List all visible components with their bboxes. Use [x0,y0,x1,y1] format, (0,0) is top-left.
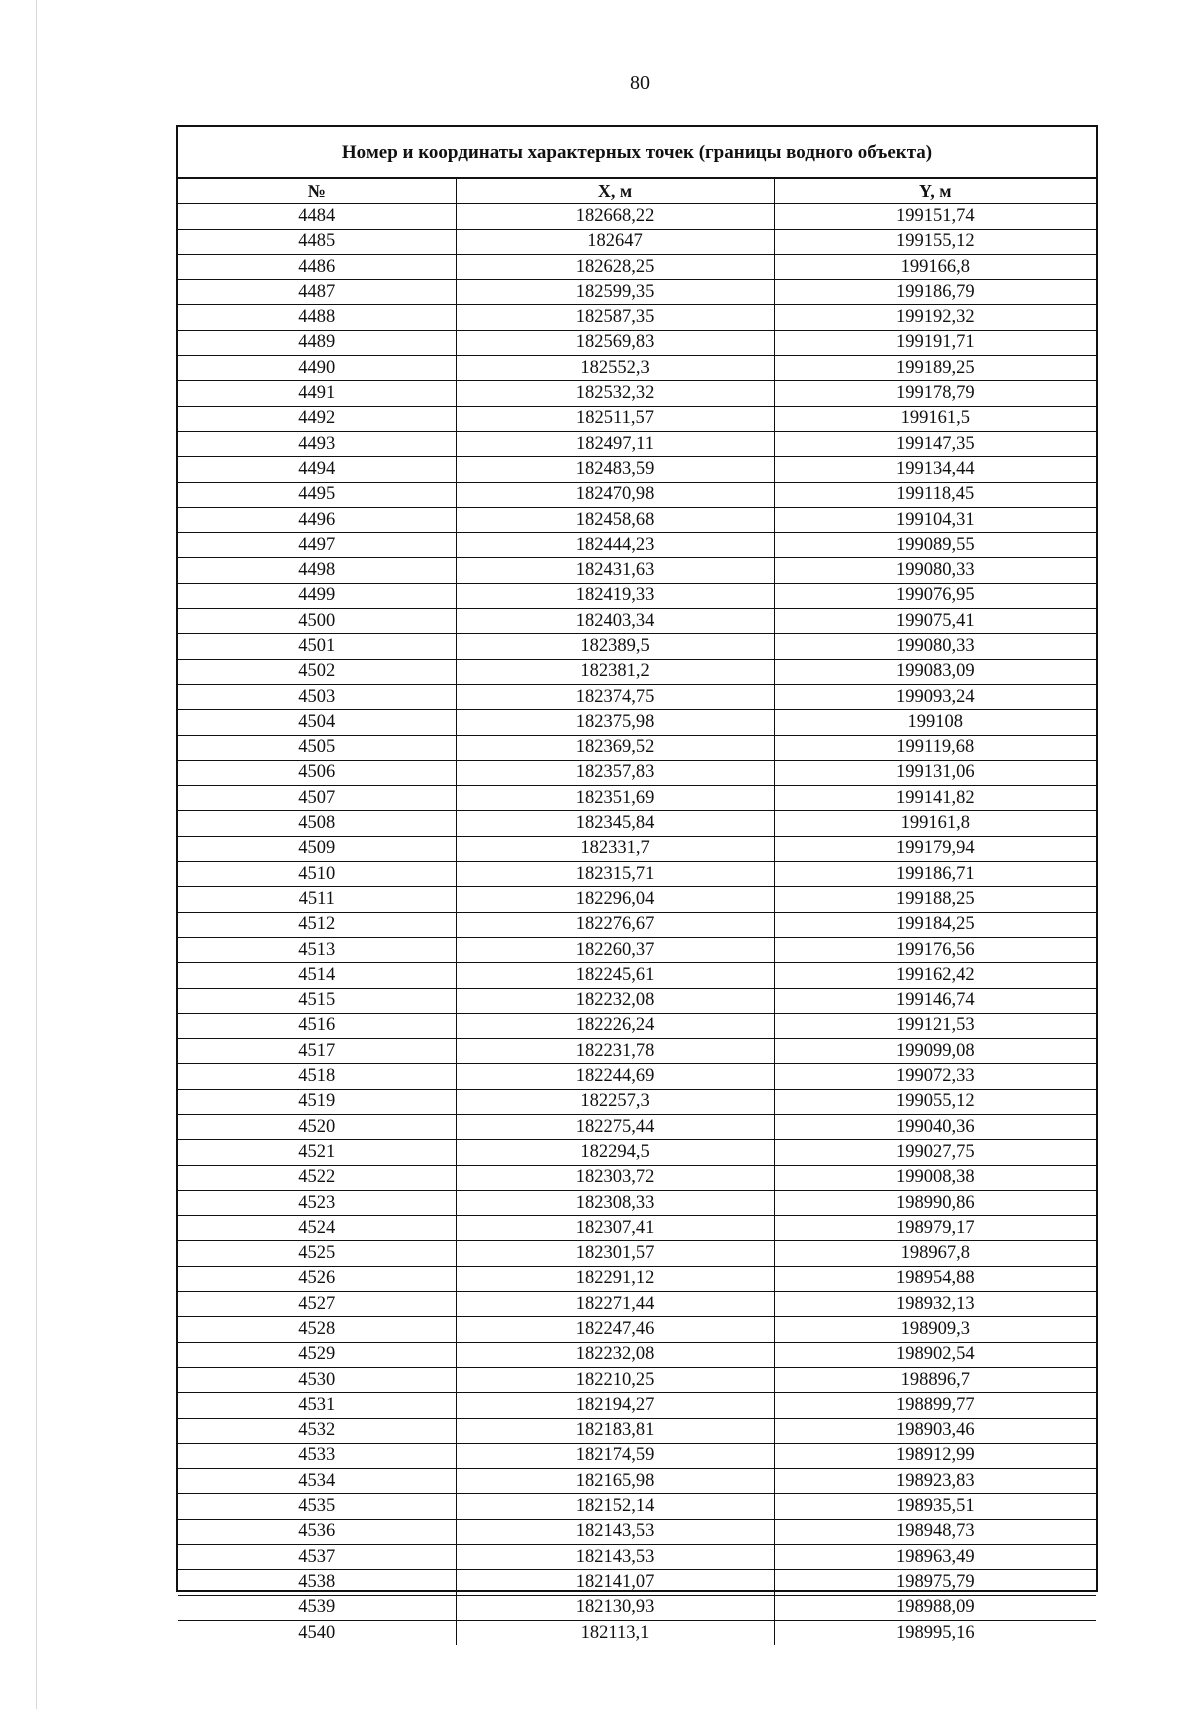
table-row [178,1418,1096,1443]
y-coordinate-cell: 199008,38 [774,1165,1096,1190]
y-coordinate-cell: 199083,09 [774,659,1096,684]
y-coordinate-cell: 199118,45 [774,482,1096,507]
x-coordinate-cell: 182532,32 [456,381,774,406]
x-coordinate-cell: 182315,71 [456,862,774,887]
y-coordinate-cell: 199134,44 [774,457,1096,482]
x-coordinate-cell: 182232,08 [456,988,774,1013]
table-row [178,1089,1096,1114]
x-coordinate-cell: 182210,25 [456,1367,774,1392]
y-coordinate-cell: 199161,8 [774,811,1096,836]
table-row [178,609,1096,634]
x-coordinate-cell: 182245,61 [456,963,774,988]
y-coordinate-cell: 199080,33 [774,558,1096,583]
point-number-cell: 4522 [178,1165,456,1190]
y-coordinate-cell: 199093,24 [774,684,1096,709]
table-row [178,1064,1096,1089]
point-number-cell: 4509 [178,836,456,861]
y-coordinate-cell: 198923,83 [774,1469,1096,1494]
x-coordinate-cell: 182275,44 [456,1114,774,1139]
table-row [178,1393,1096,1418]
y-coordinate-cell: 198967,8 [774,1241,1096,1266]
table-row [178,381,1096,406]
y-coordinate-cell: 199192,32 [774,305,1096,330]
y-coordinate-cell: 198932,13 [774,1292,1096,1317]
y-coordinate-cell: 199108 [774,710,1096,735]
table-row [178,912,1096,937]
table-row [178,1367,1096,1392]
point-number-cell: 4539 [178,1595,456,1620]
x-coordinate-cell: 182260,37 [456,937,774,962]
x-coordinate-cell: 182271,44 [456,1292,774,1317]
x-coordinate-cell: 182276,67 [456,912,774,937]
y-coordinate-cell: 198975,79 [774,1570,1096,1595]
coordinates-table [178,179,1096,1645]
table-row [178,1165,1096,1190]
x-coordinate-cell: 182307,41 [456,1216,774,1241]
x-coordinate-cell: 182357,83 [456,760,774,785]
x-coordinate-cell: 182569,83 [456,330,774,355]
point-number-cell: 4505 [178,735,456,760]
table-row [178,862,1096,887]
y-coordinate-cell: 199189,25 [774,356,1096,381]
y-coordinate-cell: 199161,5 [774,406,1096,431]
table-row [178,330,1096,355]
x-coordinate-cell: 182458,68 [456,507,774,532]
x-coordinate-cell: 182143,53 [456,1519,774,1544]
y-coordinate-cell: 198903,46 [774,1418,1096,1443]
table-row [178,204,1096,229]
x-coordinate-cell: 182431,63 [456,558,774,583]
table-row [178,305,1096,330]
table-row [178,533,1096,558]
table-row [178,988,1096,1013]
table-row [178,1317,1096,1342]
table-row [178,254,1096,279]
point-number-cell: 4537 [178,1545,456,1570]
point-number-cell: 4538 [178,1570,456,1595]
point-number-cell: 4499 [178,583,456,608]
point-number-cell: 4536 [178,1519,456,1544]
point-number-cell: 4531 [178,1393,456,1418]
y-coordinate-cell: 198979,17 [774,1216,1096,1241]
scan-edge-line [36,0,37,1709]
point-number-cell: 4520 [178,1114,456,1139]
x-coordinate-cell: 182375,98 [456,710,774,735]
point-number-cell: 4535 [178,1494,456,1519]
x-coordinate-cell: 182247,46 [456,1317,774,1342]
table-row [178,356,1096,381]
table-row [178,1545,1096,1570]
x-coordinate-cell: 182351,69 [456,786,774,811]
point-number-cell: 4485 [178,229,456,254]
point-number-cell: 4508 [178,811,456,836]
x-coordinate-cell: 182470,98 [456,482,774,507]
x-coordinate-cell: 182497,11 [456,431,774,456]
y-coordinate-cell: 199184,25 [774,912,1096,937]
y-coordinate-cell: 199119,68 [774,735,1096,760]
point-number-cell: 4533 [178,1443,456,1468]
table-row [178,786,1096,811]
point-number-cell: 4521 [178,1140,456,1165]
y-coordinate-cell: 198899,77 [774,1393,1096,1418]
point-number-cell: 4486 [178,254,456,279]
table-row [178,735,1096,760]
page-number: 80 [630,72,650,94]
y-coordinate-cell: 199146,74 [774,988,1096,1013]
x-coordinate-cell: 182552,3 [456,356,774,381]
point-number-cell: 4497 [178,533,456,558]
y-coordinate-cell: 199186,71 [774,862,1096,887]
x-coordinate-cell: 182113,1 [456,1620,774,1645]
x-coordinate-cell: 182291,12 [456,1266,774,1291]
table-row [178,963,1096,988]
point-number-cell: 4493 [178,431,456,456]
point-number-cell: 4490 [178,356,456,381]
point-number-cell: 4540 [178,1620,456,1645]
table-row [178,836,1096,861]
point-number-cell: 4500 [178,609,456,634]
table-body [178,204,1096,1645]
table-row [178,482,1096,507]
x-coordinate-cell: 182152,14 [456,1494,774,1519]
point-number-cell: 4512 [178,912,456,937]
table-row [178,1570,1096,1595]
x-coordinate-cell: 182244,69 [456,1064,774,1089]
table-row [178,760,1096,785]
table-row [178,1013,1096,1038]
table-row [178,659,1096,684]
x-coordinate-cell: 182511,57 [456,406,774,431]
point-number-cell: 4496 [178,507,456,532]
point-number-cell: 4507 [178,786,456,811]
table-row [178,1039,1096,1064]
table-row [178,1595,1096,1620]
x-coordinate-cell: 182419,33 [456,583,774,608]
y-coordinate-cell: 199104,31 [774,507,1096,532]
point-number-cell: 4488 [178,305,456,330]
x-coordinate-cell: 182403,34 [456,609,774,634]
point-number-cell: 4515 [178,988,456,1013]
point-number-cell: 4511 [178,887,456,912]
x-coordinate-cell: 182369,52 [456,735,774,760]
point-number-cell: 4501 [178,634,456,659]
point-number-cell: 4502 [178,659,456,684]
y-coordinate-cell: 199178,79 [774,381,1096,406]
point-number-cell: 4495 [178,482,456,507]
point-number-cell: 4504 [178,710,456,735]
point-number-cell: 4534 [178,1469,456,1494]
y-coordinate-cell: 198995,16 [774,1620,1096,1645]
x-coordinate-cell: 182257,3 [456,1089,774,1114]
x-coordinate-cell: 182587,35 [456,305,774,330]
table-row [178,1140,1096,1165]
x-coordinate-cell: 182232,08 [456,1342,774,1367]
y-coordinate-cell: 199099,08 [774,1039,1096,1064]
y-coordinate-cell: 199040,36 [774,1114,1096,1139]
table-row [178,684,1096,709]
table-row [178,710,1096,735]
x-coordinate-cell: 182226,24 [456,1013,774,1038]
point-number-cell: 4503 [178,684,456,709]
point-number-cell: 4489 [178,330,456,355]
x-coordinate-cell: 182308,33 [456,1190,774,1215]
point-number-cell: 4492 [178,406,456,431]
table-row [178,1620,1096,1645]
table-row [178,1216,1096,1241]
header-number: № [178,179,456,204]
coordinates-table-frame [176,125,1098,1643]
table-row [178,1266,1096,1291]
point-number-cell: 4517 [178,1039,456,1064]
table-row [178,507,1096,532]
point-number-cell: 4516 [178,1013,456,1038]
table-row [178,457,1096,482]
y-coordinate-cell: 198988,09 [774,1595,1096,1620]
x-coordinate-cell: 182141,07 [456,1570,774,1595]
y-coordinate-cell: 198912,99 [774,1443,1096,1468]
point-number-cell: 4518 [178,1064,456,1089]
point-number-cell: 4487 [178,280,456,305]
table-row [178,1519,1096,1544]
point-number-cell: 4523 [178,1190,456,1215]
y-coordinate-cell: 199155,12 [774,229,1096,254]
y-coordinate-cell: 199191,71 [774,330,1096,355]
x-coordinate-cell: 182381,2 [456,659,774,684]
y-coordinate-cell: 198909,3 [774,1317,1096,1342]
table-row [178,583,1096,608]
x-coordinate-cell: 182668,22 [456,204,774,229]
table-row [178,406,1096,431]
x-coordinate-cell: 182303,72 [456,1165,774,1190]
point-number-cell: 4532 [178,1418,456,1443]
y-coordinate-cell: 199121,53 [774,1013,1096,1038]
point-number-cell: 4484 [178,204,456,229]
y-coordinate-cell: 198954,88 [774,1266,1096,1291]
x-coordinate-cell: 182165,98 [456,1469,774,1494]
point-number-cell: 4525 [178,1241,456,1266]
y-coordinate-cell: 199072,33 [774,1064,1096,1089]
y-coordinate-cell: 199089,55 [774,533,1096,558]
x-coordinate-cell: 182389,5 [456,634,774,659]
y-coordinate-cell: 199186,79 [774,280,1096,305]
table-row [178,1241,1096,1266]
point-number-cell: 4519 [178,1089,456,1114]
point-number-cell: 4530 [178,1367,456,1392]
table-row [178,1190,1096,1215]
y-coordinate-cell: 199141,82 [774,786,1096,811]
point-number-cell: 4524 [178,1216,456,1241]
point-number-cell: 4514 [178,963,456,988]
point-number-cell: 4510 [178,862,456,887]
x-coordinate-cell: 182374,75 [456,684,774,709]
x-coordinate-cell: 182296,04 [456,887,774,912]
y-coordinate-cell: 199076,95 [774,583,1096,608]
table-row [178,937,1096,962]
table-row [178,1469,1096,1494]
x-coordinate-cell: 182444,23 [456,533,774,558]
y-coordinate-cell: 199166,8 [774,254,1096,279]
y-coordinate-cell: 199080,33 [774,634,1096,659]
y-coordinate-cell: 199027,75 [774,1140,1096,1165]
y-coordinate-cell: 199188,25 [774,887,1096,912]
point-number-cell: 4528 [178,1317,456,1342]
table-header-row [178,179,1096,204]
point-number-cell: 4494 [178,457,456,482]
x-coordinate-cell: 182194,27 [456,1393,774,1418]
table-row [178,1443,1096,1468]
y-coordinate-cell: 198896,7 [774,1367,1096,1392]
y-coordinate-cell: 199075,41 [774,609,1096,634]
x-coordinate-cell: 182294,5 [456,1140,774,1165]
y-coordinate-cell: 199151,74 [774,204,1096,229]
table-row [178,634,1096,659]
x-coordinate-cell: 182231,78 [456,1039,774,1064]
table-row [178,1114,1096,1139]
x-coordinate-cell: 182130,93 [456,1595,774,1620]
table-title: Номер и координаты характерных точек (границы водного объекта) [178,127,1096,179]
x-coordinate-cell: 182345,84 [456,811,774,836]
y-coordinate-cell: 199147,35 [774,431,1096,456]
table-row [178,558,1096,583]
x-coordinate-cell: 182174,59 [456,1443,774,1468]
point-number-cell: 4498 [178,558,456,583]
x-coordinate-cell: 182331,7 [456,836,774,861]
y-coordinate-cell: 198963,49 [774,1545,1096,1570]
point-number-cell: 4491 [178,381,456,406]
table-row [178,811,1096,836]
header-y: Y, м [774,179,1096,204]
point-number-cell: 4526 [178,1266,456,1291]
y-coordinate-cell: 199179,94 [774,836,1096,861]
table-row [178,887,1096,912]
header-x: X, м [456,179,774,204]
x-coordinate-cell: 182483,59 [456,457,774,482]
x-coordinate-cell: 182183,81 [456,1418,774,1443]
point-number-cell: 4513 [178,937,456,962]
table-row [178,229,1096,254]
x-coordinate-cell: 182628,25 [456,254,774,279]
y-coordinate-cell: 198935,51 [774,1494,1096,1519]
y-coordinate-cell: 199055,12 [774,1089,1096,1114]
x-coordinate-cell: 182599,35 [456,280,774,305]
table-row [178,1342,1096,1367]
table-row [178,280,1096,305]
table-row [178,1494,1096,1519]
y-coordinate-cell: 199131,06 [774,760,1096,785]
table-row [178,1292,1096,1317]
y-coordinate-cell: 199176,56 [774,937,1096,962]
table-row [178,431,1096,456]
point-number-cell: 4529 [178,1342,456,1367]
point-number-cell: 4506 [178,760,456,785]
y-coordinate-cell: 199162,42 [774,963,1096,988]
point-number-cell: 4527 [178,1292,456,1317]
x-coordinate-cell: 182301,57 [456,1241,774,1266]
x-coordinate-cell: 182647 [456,229,774,254]
y-coordinate-cell: 198990,86 [774,1190,1096,1215]
y-coordinate-cell: 198948,73 [774,1519,1096,1544]
y-coordinate-cell: 198902,54 [774,1342,1096,1367]
x-coordinate-cell: 182143,53 [456,1545,774,1570]
